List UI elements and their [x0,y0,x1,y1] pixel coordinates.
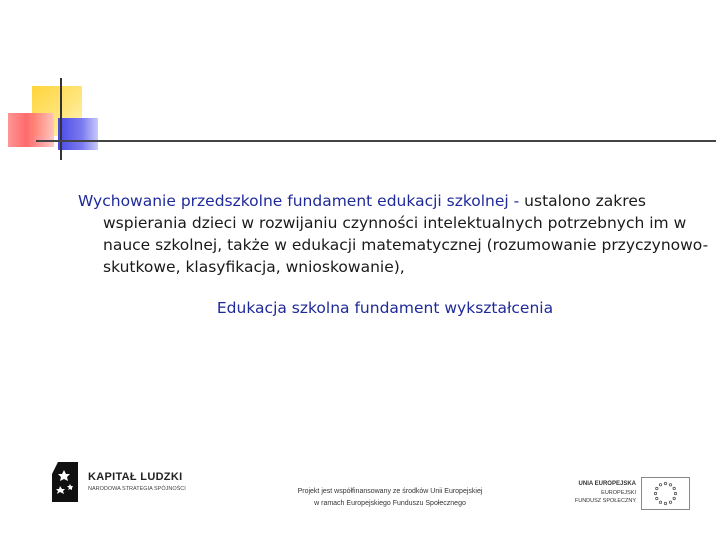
vertical-divider [60,78,62,160]
eu-subtitle-1: EUROPEJSKI [601,490,636,496]
cofinancing-note [250,486,530,510]
cofinancing-line-2: w ramach Europejskiego Funduszu Społecznego [314,500,466,507]
eu-subtitle-2: FUNDUSZ SPOŁECZNY [574,498,636,504]
paragraph-rest: ustalono zakres wspierania dzieci w rozwijaniu czynności intelektualnych potrzebnych im w nauce szkolnej, także w edukacji matematycznej (rozumowanie przyczynowo-skutkowe, klasyfikacja, wnioskowanie), [103,192,709,276]
kapital-ludzki-icon [52,462,78,502]
blue-square-decoration [58,118,98,150]
horizontal-divider [36,140,716,142]
center-heading: Edukacja szkolna fundament wykształcenia [216,299,554,317]
eu-flag-icon [641,477,690,510]
cofinancing-line-1: Projekt jest współfinansowany ze środków Unii Europejskiej [297,488,483,495]
kapital-ludzki-title: KAPITAŁ LUDZKI [88,471,183,483]
kapital-ludzki-logo [52,462,192,502]
main-paragraph [78,190,713,278]
paragraph-lead: Wychowanie przedszkolne fundament edukacji szkolnej - [78,192,525,210]
eu-title: UNIA EUROPEJSKA [578,481,636,487]
kapital-ludzki-subtitle: NARODOWA STRATEGIA SPÓJNOŚCI [88,486,186,492]
eu-logo-text [560,480,636,505]
